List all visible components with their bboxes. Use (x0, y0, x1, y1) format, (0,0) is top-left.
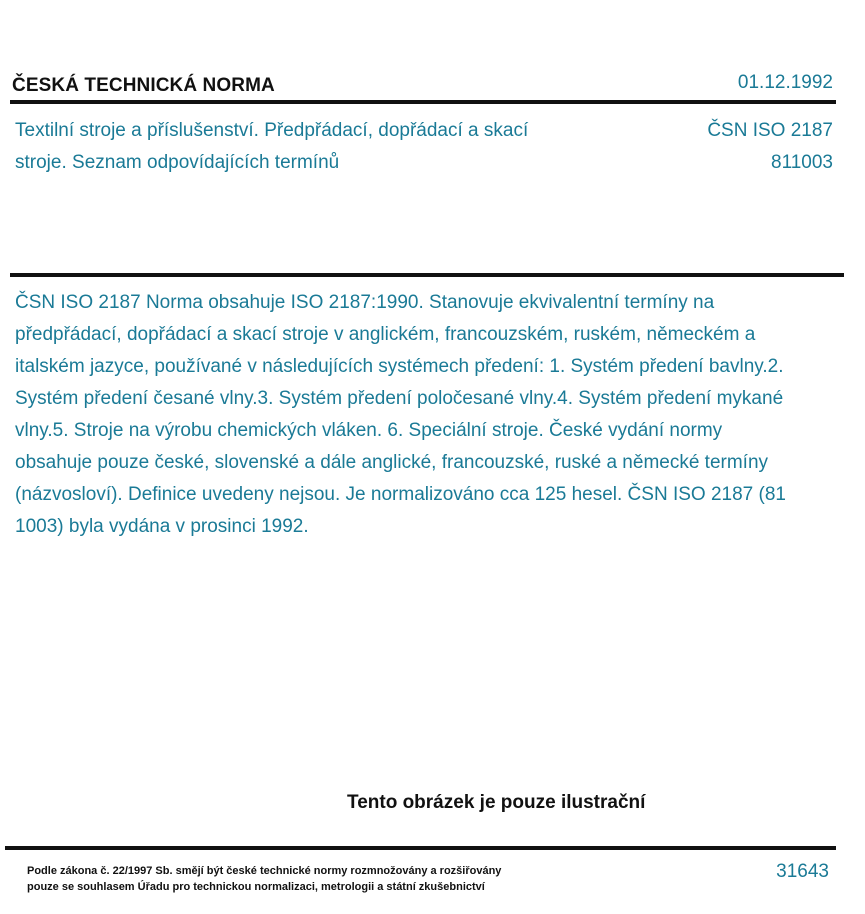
legal-notice-line-1: Podle zákona č. 22/1997 Sb. smějí být české technické normy rozmnožovány a rozšiřovány (27, 865, 502, 877)
classification-code: 811003 (771, 152, 833, 173)
footer-divider (5, 846, 836, 850)
header-divider (10, 100, 836, 104)
document-type-heading: ČESKÁ TECHNICKÁ NORMA (12, 75, 275, 96)
legal-notice (27, 863, 647, 895)
standard-code: ČSN ISO 2187 (707, 120, 833, 141)
illustration-notice: Tento obrázek je pouze ilustrační (347, 792, 646, 813)
section-divider (10, 273, 844, 277)
standard-description: ČSN ISO 2187 Norma obsahuje ISO 2187:1990. Stanovuje ekvivalentní termíny na předpřádací, dopřádací a skací stroje v anglickém, francouzském, ruském, německém a italském jazyce, používané v následujících systémech předení: 1. Systém předení bavlny.2. Systém předení česané vlny.3. Systém předení poločesané vlny.4. Systém předení mykané vlny.5. Stroje na výrobu chemických vláken. 6. Speciální stroje. České vydání normy obsahuje pouze české, slovenské a dále anglické, francouzské, ruské a německé termíny (názvosloví). Definice uvedeny nejsou. Je normalizováno cca 125 hesel. ČSN ISO 2187 (81 1003) byla vydána v prosinci 1992. (15, 292, 786, 537)
legal-notice-line-2: pouze se souhlasem Úřadu pro technickou normalizaci, metrologii a státní zkušebnictví (27, 881, 485, 893)
issue-date: 01.12.1992 (737, 72, 833, 93)
standard-title: Textilní stroje a příslušenství. Předpřádací, dopřádací a skací stroje. Seznam odpovídajících termínů (15, 120, 529, 173)
document-number: 31643 (776, 861, 829, 882)
